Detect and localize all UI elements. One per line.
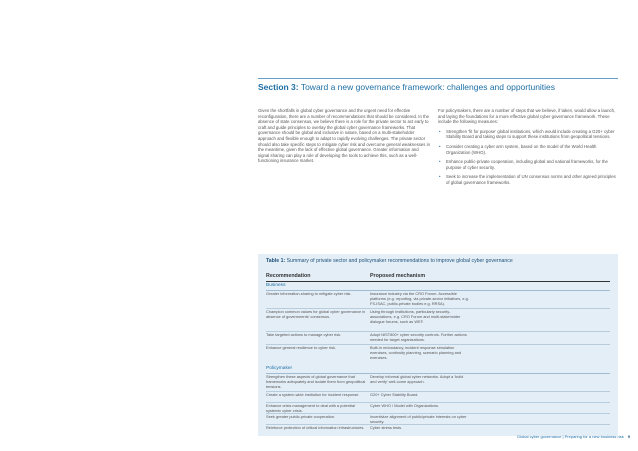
- section-title: [258, 82, 618, 92]
- group-label-policymaker: Policymaker: [266, 366, 610, 374]
- footer-text: Global cyber governance | Preparing for a new business risk: [516, 434, 624, 439]
- table-row: [266, 332, 610, 345]
- table-cell: Using through institutions, particularly security-associations, e.g. CRO Forum and multi-stakeholder dialogue forums, such as WEF.: [370, 309, 461, 324]
- table-header: [266, 273, 610, 282]
- table-caption: [266, 258, 566, 265]
- recommendation-list: [438, 129, 618, 186]
- list-item: • Strengthen 'fit for purpose' global institutions, which would include creating a G20+ cyber Stability Board and taking steps to support these institutions from geopolitical tensions.: [446, 129, 618, 140]
- table-number: Table 1:: [266, 258, 286, 264]
- right-intro: For policymakers, there are a number of steps that we believe, if taken, would allow a launch, and laying the foundations for a more effective global cyber governance framework. These include the following measures:: [438, 108, 616, 125]
- right-column: [438, 108, 618, 190]
- table-row: [266, 414, 610, 425]
- header-mechanism: Proposed mechanism: [370, 273, 426, 279]
- section-heading: Toward a new governance framework: challenges and opportunities: [298, 82, 556, 92]
- header-recommendation: Recommendation: [266, 273, 311, 279]
- left-paragraph: Given the shortfalls in global cyber governance and the urgent need for effective reconfiguration, there are a number of recommendations that should be considered. In the absence of state consensus, we believe there is a role for the private sector to act early to craft and guide principles to overlay the global cyber governance frameworks. That governance should be global and inclusive in nature, based on a multi-stakeholder approach and flexible enough to adapt to rapidly evolving challenges. The private sector should also take specific steps to mitigate cyber risk and overcome general weaknesses in the meantime, given the lack of effective global governance. Greater information and signal sharing can play a role of developing the tools to achieve this, such as a well-functioning insurance market.: [258, 108, 430, 164]
- left-column: [258, 108, 430, 168]
- table-cell: Create a system-wide institution for incident response.: [266, 392, 360, 397]
- group-label-business: Business: [266, 283, 610, 291]
- table-cell: G20+ Cyber Stability Board.: [370, 392, 419, 397]
- table-cell: Cyber WHO / Model with Organizations.: [370, 403, 439, 408]
- table-cell: Greater information-sharing to mitigate cyber risk.: [266, 291, 352, 296]
- section-rule: [258, 78, 618, 79]
- table-row: [266, 392, 610, 403]
- table-cell: Strengthen these aspects of global governance that frameworks adequately and isolate them from geopolitical tensions.: [266, 374, 366, 389]
- list-item: • Consider creating a cyber arm system, based on the model of the World Health Organization (WHO).: [446, 144, 618, 155]
- table-cell: Built-in redundancy, incident response simulation exercises, continuity planning, scenario planning and exercises.: [370, 345, 462, 360]
- table-row: [266, 309, 610, 332]
- table-cell: Enhance general resilience to cyber risk.: [266, 345, 337, 350]
- list-item: • Seek to increase the implementation of UN consensus norms and other agreed principles of global governance frameworks.: [446, 174, 618, 185]
- table-cell: Take targeted actions to manage cyber risk.: [266, 332, 342, 337]
- table-row: [266, 345, 610, 362]
- page-number: 9: [627, 434, 630, 439]
- table-cell: Develop informal global cyber networks. Adopt a 'build and verify' well-come approach.: [370, 374, 464, 384]
- table-cell: Enhance crisis management to deal with a potential systemic cyber crisis.: [266, 403, 355, 413]
- list-item: • Enhance public-private cooperation, including global and national frameworks, for the purpose of cyber security.: [446, 159, 618, 170]
- table-cell: Seek greater public-private cooperation.: [266, 414, 335, 419]
- table-row: [266, 374, 610, 392]
- table-cell: Champion common values for global cyber governance in absence of governments' consensus.: [266, 309, 366, 319]
- table-row: [266, 291, 610, 309]
- table-row: [266, 403, 610, 414]
- table-cell: Adopt NIST800+ cyber security controls. Further actions needed for target organizations.: [370, 332, 467, 342]
- table-cell: Cyber stress tests.: [370, 425, 403, 430]
- document-page: [244, 0, 638, 451]
- page-footer: [517, 434, 630, 439]
- table-cell: Insurance industry via the CRO Forum. Accessible platforms (e.g. reporting, via private-sector initiatives, e.g. FS-ISAC, public-private bodies e.g. RRSA).: [370, 291, 469, 306]
- table-title: Summary of private sector and policymaker recommendations to improve global cyber governance: [285, 258, 513, 264]
- summary-table: [258, 254, 618, 436]
- table-cell: Reinforce protection of critical information infrastructures.: [266, 425, 365, 430]
- table-cell: Incentivize alignment of public/private interests on cyber security.: [370, 414, 467, 424]
- section-number: Section 3:: [258, 82, 299, 92]
